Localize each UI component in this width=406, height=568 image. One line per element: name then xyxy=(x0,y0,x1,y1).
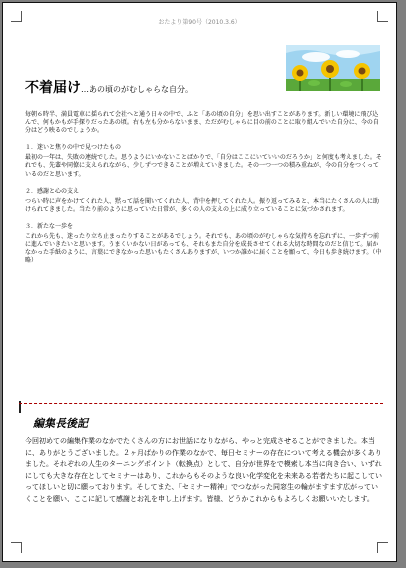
section-heading: ３．新たな一歩を xyxy=(25,222,74,230)
article-body xyxy=(25,111,383,274)
section-heading: ２．感謝と心の支え xyxy=(25,187,80,195)
section-text: 最初の一年は、失敗の連続でした。思うようにいかないことばかりで、「自分はここにいていいのだろうか」と何度も考えました。それでも、先輩や同僚に支えられながら、少しずつできることが増えていきました。その一つ一つの積み重ねが、今の自分をつくっているのだと思います。 xyxy=(25,154,382,178)
editor-note-text: 今回初めての編集作業のなかでたくさんの方にお世話になりながら、やっと完成させることができました。本当に、ありがとうございました。２ヶ月ばかりの作業のなかで、毎日セミナーの存在について考える機会が多くありました。それぞれの人生のターニングポイント（転換点）として、自分が世界をで模索し本当に向き合い、いずれにしても大きな存在としてセミナーはあり、これからもそのような良い化学変化を未来ある若者たちに起こしていってほしいと切に願っております。そしてまた、「セミナー精神」でつながった同窓生の輪がますます広がっていくことを願い、ここに記して感謝とお礼を申し上げます。皆様、どうかこれからもよろしくお願いいたします。 xyxy=(25,437,382,503)
intro-paragraph: 毎朝６時半、満員電車に揺られて会社へと通う日々の中で、ふと「あの頃の自分」を思い出すことがあります。新しい環境に飛び込んで、何もかもが手探りだったあの頃。右も左も分からないまま、ただがむしゃらに目の前のことに取り組んでいた自分に、今の自分はどう映るのでしょうか。 xyxy=(25,111,379,135)
sunflower-illustration xyxy=(286,45,380,91)
editor-note-body xyxy=(25,436,383,506)
crop-mark xyxy=(377,542,388,553)
section-text: つらい時に声をかけてくれた人、黙って話を聞いてくれた人、背中を押してくれた人。振り返ってみると、本当にたくさんの人に助けられてきました。当たり前のように思っていた日常が、多くの人の支えの上に成り立っていることに気づかされます。 xyxy=(25,197,380,213)
section-heading: １．迷いと焦りの中で見つけたもの xyxy=(25,144,122,152)
editor-note-title: 編集長後記 xyxy=(33,417,88,430)
crop-mark xyxy=(11,542,22,553)
section-divider xyxy=(19,403,383,404)
newsletter-page xyxy=(2,2,397,562)
title-main: 不着届け xyxy=(25,80,81,96)
title-sub: …あの頃のがむしゃらな自分。 xyxy=(81,85,193,94)
section-text: これから先も、迷ったり立ち止まったりすることがあるでしょう。それでも、あの頃のがむしゃらな気持ちを忘れずに、一歩ずつ前に進んでいきたいと思います。うまくいかない日があっても、それもまた自分を成長させてくれる大切な時間なのだと信じて。届かなかった手紙のように、言葉にできなかった思いもたくさんありますが、いつか誰かに届くことを願って、今日も歩き続けます。（中略） xyxy=(25,233,382,265)
article-title xyxy=(25,77,193,97)
issue-header: おたより第90号（2010.3.6） xyxy=(158,19,241,26)
